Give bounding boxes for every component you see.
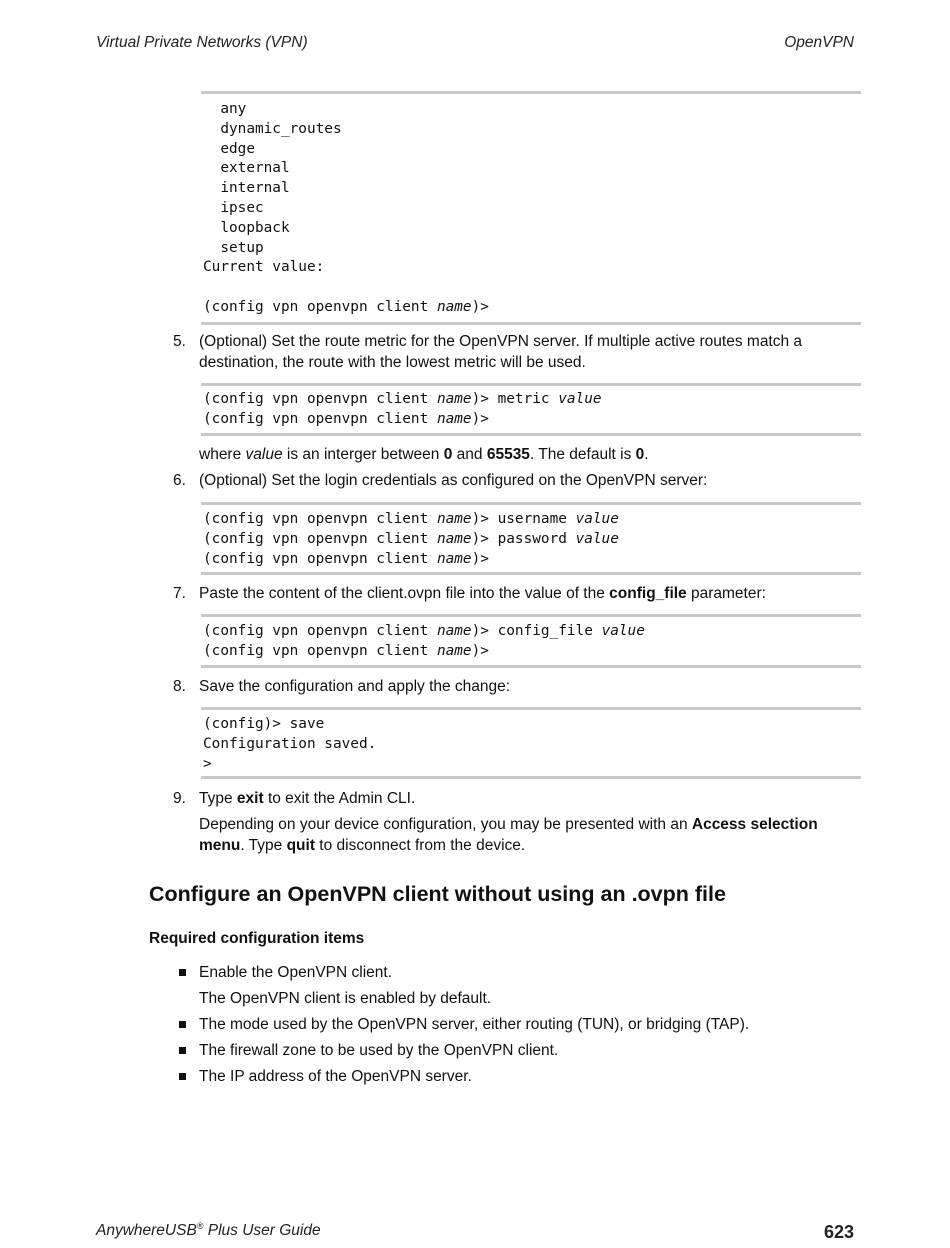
code-line: any [203,101,247,117]
code-line: ipsec [203,199,264,216]
code-line: external [203,160,290,177]
code-block-config-file [201,614,861,668]
step-number: 6. [173,472,186,489]
step-text: Save the configuration and apply the change: [199,678,511,695]
access-menu-note: Depending on your device configuration, you may be presented with an Access selection menu. Type quit to disconnect from the device. [199,816,818,854]
code-line: loopback [203,219,290,236]
code-line: > [203,755,212,772]
step-text: Type exit to exit the Admin CLI. [199,790,416,807]
step-number: 8. [173,678,186,695]
code-line: edge [203,140,255,157]
running-header-right: OpenVPN [784,34,854,51]
code-block-zone-list [201,91,861,325]
bullet-marker [179,1047,186,1054]
code-line: (config vpn openvpn client name)> [203,410,489,427]
code-line: (config vpn openvpn client name)> config_file value [203,623,645,639]
code-line: internal [203,180,290,197]
code-block-credentials [201,502,861,575]
code-line: (config vpn openvpn client name)> [203,550,489,567]
code-line: Configuration saved. [203,735,377,752]
code-line: (config vpn openvpn client name)> password value [203,530,619,547]
code-line: dynamic_routes [203,120,342,137]
footer-guide-name: AnywhereUSB® Plus User Guide [96,1221,321,1240]
step-number: 7. [173,585,186,602]
metric-range-note: where value is an interger between 0 and 65535. The default is 0. [199,446,649,463]
step-number: 5. [173,333,186,350]
code-block-save [201,707,861,779]
page-number: 623 [823,1222,854,1242]
code-line: setup [203,239,264,256]
bullet-marker [179,1073,186,1080]
code-prompt: (config vpn openvpn client name)> [203,298,489,315]
step-text: (Optional) Set the login credentials as configured on the OpenVPN server: [199,472,708,489]
code-line: (config)> save [203,716,325,732]
code-line: Current value: [203,259,325,276]
code-line: (config vpn openvpn client name)> metric value [203,391,602,407]
section-subtitle: Required configuration items [149,930,365,947]
bullet-marker [179,969,186,976]
code-line: (config vpn openvpn client name)> [203,642,489,659]
code-line-blank [201,278,861,298]
section-title: Configure an OpenVPN client without using an .ovpn file [149,882,726,906]
step-text: Paste the content of the client.ovpn file into the value of the config_file parameter: [199,585,766,602]
running-header-left: Virtual Private Networks (VPN) [96,34,308,51]
list-item-note: The OpenVPN client is enabled by default. [199,990,492,1007]
code-line: (config vpn openvpn client name)> username value [203,511,619,527]
code-block-metric [201,383,861,436]
step-text: (Optional) Set the route metric for the OpenVPN server. If multiple active routes match a destination, the route with the lowest metric will be used. [199,333,803,371]
step-number: 9. [173,790,186,807]
bullet-marker [179,1021,186,1028]
